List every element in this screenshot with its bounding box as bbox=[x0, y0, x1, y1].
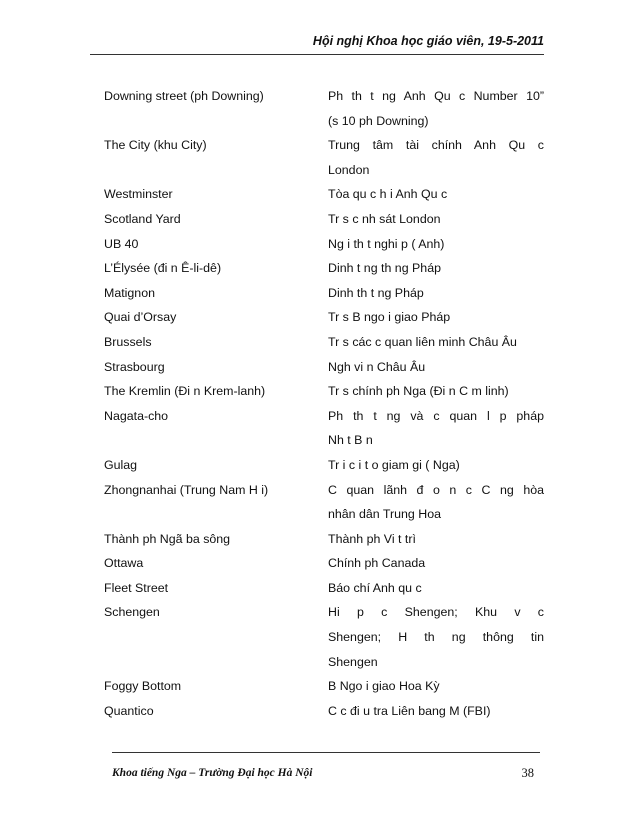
definition-line: Dinh t ng th ng Pháp bbox=[328, 261, 441, 276]
glossary-definition bbox=[328, 453, 544, 478]
glossary-definition bbox=[328, 551, 544, 576]
glossary-list bbox=[104, 84, 544, 723]
definition-line: nhân dân Trung Hoa bbox=[328, 507, 441, 522]
glossary-definition bbox=[328, 600, 544, 674]
definition-line: Chính ph Canada bbox=[328, 556, 426, 571]
glossary-definition bbox=[328, 379, 544, 404]
glossary-row bbox=[104, 207, 544, 232]
glossary-term: Zhongnanhai (Trung Nam H i) bbox=[104, 482, 269, 497]
definition-line: Tr i c i t o giam gi ( Nga) bbox=[328, 457, 460, 472]
glossary-term: Matignon bbox=[104, 285, 155, 300]
definition-line: C quan lãnh đ o n c C ng hòa bbox=[328, 482, 544, 497]
header-title: Hội nghị Khoa học giáo viên, 19-5-2011 bbox=[312, 34, 544, 48]
definition-line: (s 10 ph Downing) bbox=[328, 113, 429, 128]
glossary-row bbox=[104, 182, 544, 207]
glossary-definition bbox=[328, 232, 544, 257]
glossary-term: Quantico bbox=[104, 703, 154, 718]
definition-line: Trung tâm tài chính Anh Qu c bbox=[328, 138, 544, 153]
definition-line: Shengen bbox=[328, 654, 378, 669]
glossary-definition bbox=[328, 674, 544, 699]
glossary-row bbox=[104, 305, 544, 330]
definition-line: Báo chí Anh qu c bbox=[328, 580, 422, 595]
definition-line: B Ngo i giao Hoa Kỳ bbox=[328, 679, 440, 694]
definition-line: Ngh vi n Châu Âu bbox=[328, 359, 426, 374]
footer-text: Khoa tiếng Nga – Trường Đại học Hà Nội bbox=[112, 767, 313, 779]
glossary-row bbox=[104, 281, 544, 306]
glossary-term: Fleet Street bbox=[104, 580, 169, 595]
glossary-row bbox=[104, 478, 544, 527]
glossary-row bbox=[104, 330, 544, 355]
glossary-definition bbox=[328, 207, 544, 232]
glossary-row bbox=[104, 600, 544, 674]
glossary-definition bbox=[328, 182, 544, 207]
glossary-term: Gulag bbox=[104, 457, 138, 472]
glossary-row bbox=[104, 256, 544, 281]
definition-line: Tr s chính ph Nga (Đi n C m linh) bbox=[328, 384, 509, 399]
definition-line: Shengen; H th ng thông tin bbox=[328, 630, 544, 645]
page-number: 38 bbox=[521, 766, 534, 780]
glossary-definition bbox=[328, 330, 544, 355]
glossary-row bbox=[104, 576, 544, 601]
footer-rule bbox=[112, 752, 540, 753]
definition-line: London bbox=[328, 162, 370, 177]
glossary-row bbox=[104, 699, 544, 724]
glossary-term: Ottawa bbox=[104, 556, 144, 571]
glossary-row bbox=[104, 674, 544, 699]
glossary-definition bbox=[328, 527, 544, 552]
glossary-term: UB 40 bbox=[104, 236, 139, 251]
glossary-term: Brussels bbox=[104, 334, 152, 349]
glossary-row bbox=[104, 404, 544, 453]
glossary-definition bbox=[328, 281, 544, 306]
glossary-term: Foggy Bottom bbox=[104, 679, 182, 694]
glossary-row bbox=[104, 379, 544, 404]
glossary-row bbox=[104, 527, 544, 552]
glossary-row bbox=[104, 84, 544, 133]
definition-line: Hi p c Shengen; Khu v c bbox=[328, 605, 544, 620]
glossary-term: Strasbourg bbox=[104, 359, 165, 374]
definition-line: C c đi u tra Liên bang M (FBI) bbox=[328, 703, 491, 718]
definition-line: Tr s c nh sát London bbox=[328, 211, 441, 226]
glossary-term: The City (khu City) bbox=[104, 138, 207, 153]
definition-line: Tr s B ngo i giao Pháp bbox=[328, 310, 451, 325]
definition-line: Thành ph Vi t trì bbox=[328, 531, 416, 546]
glossary-term: Thành ph Ngã ba sông bbox=[104, 531, 231, 546]
glossary-definition bbox=[328, 576, 544, 601]
glossary-definition bbox=[328, 84, 544, 133]
glossary-term: Nagata-cho bbox=[104, 408, 169, 423]
definition-line: Tòa qu c h i Anh Qu c bbox=[328, 187, 448, 202]
glossary-term: Schengen bbox=[104, 605, 160, 620]
glossary-term: Westminster bbox=[104, 187, 173, 202]
glossary-row bbox=[104, 232, 544, 257]
header-rule bbox=[90, 54, 544, 55]
definition-line: Tr s các c quan liên minh Châu Âu bbox=[328, 334, 517, 349]
glossary-row bbox=[104, 355, 544, 380]
glossary-term: Quai d’Orsay bbox=[104, 310, 177, 325]
definition-line: Ph th t ng Anh Qu c Number 10” bbox=[328, 89, 544, 103]
glossary-definition bbox=[328, 305, 544, 330]
glossary-term: The Kremlin (Đi n Krem-lanh) bbox=[104, 384, 266, 399]
definition-line: Nh t B n bbox=[328, 433, 373, 448]
glossary-term: Downing street (ph Downing) bbox=[104, 89, 264, 103]
glossary-row bbox=[104, 453, 544, 478]
glossary-definition bbox=[328, 699, 544, 724]
glossary-definition bbox=[328, 355, 544, 380]
glossary-row bbox=[104, 133, 544, 182]
glossary-definition bbox=[328, 404, 544, 453]
definition-line: Ph th t ng và c quan l p pháp bbox=[328, 408, 544, 423]
glossary-definition bbox=[328, 133, 544, 182]
definition-line: Dinh th t ng Pháp bbox=[328, 285, 424, 300]
glossary-definition bbox=[328, 256, 544, 281]
definition-line: Ng i th t nghi p ( Anh) bbox=[328, 236, 445, 251]
glossary-row bbox=[104, 551, 544, 576]
glossary-definition bbox=[328, 478, 544, 527]
glossary-term: Scotland Yard bbox=[104, 211, 181, 226]
glossary-term: L’Élysée (đi n Ê-li-dê) bbox=[104, 261, 222, 276]
